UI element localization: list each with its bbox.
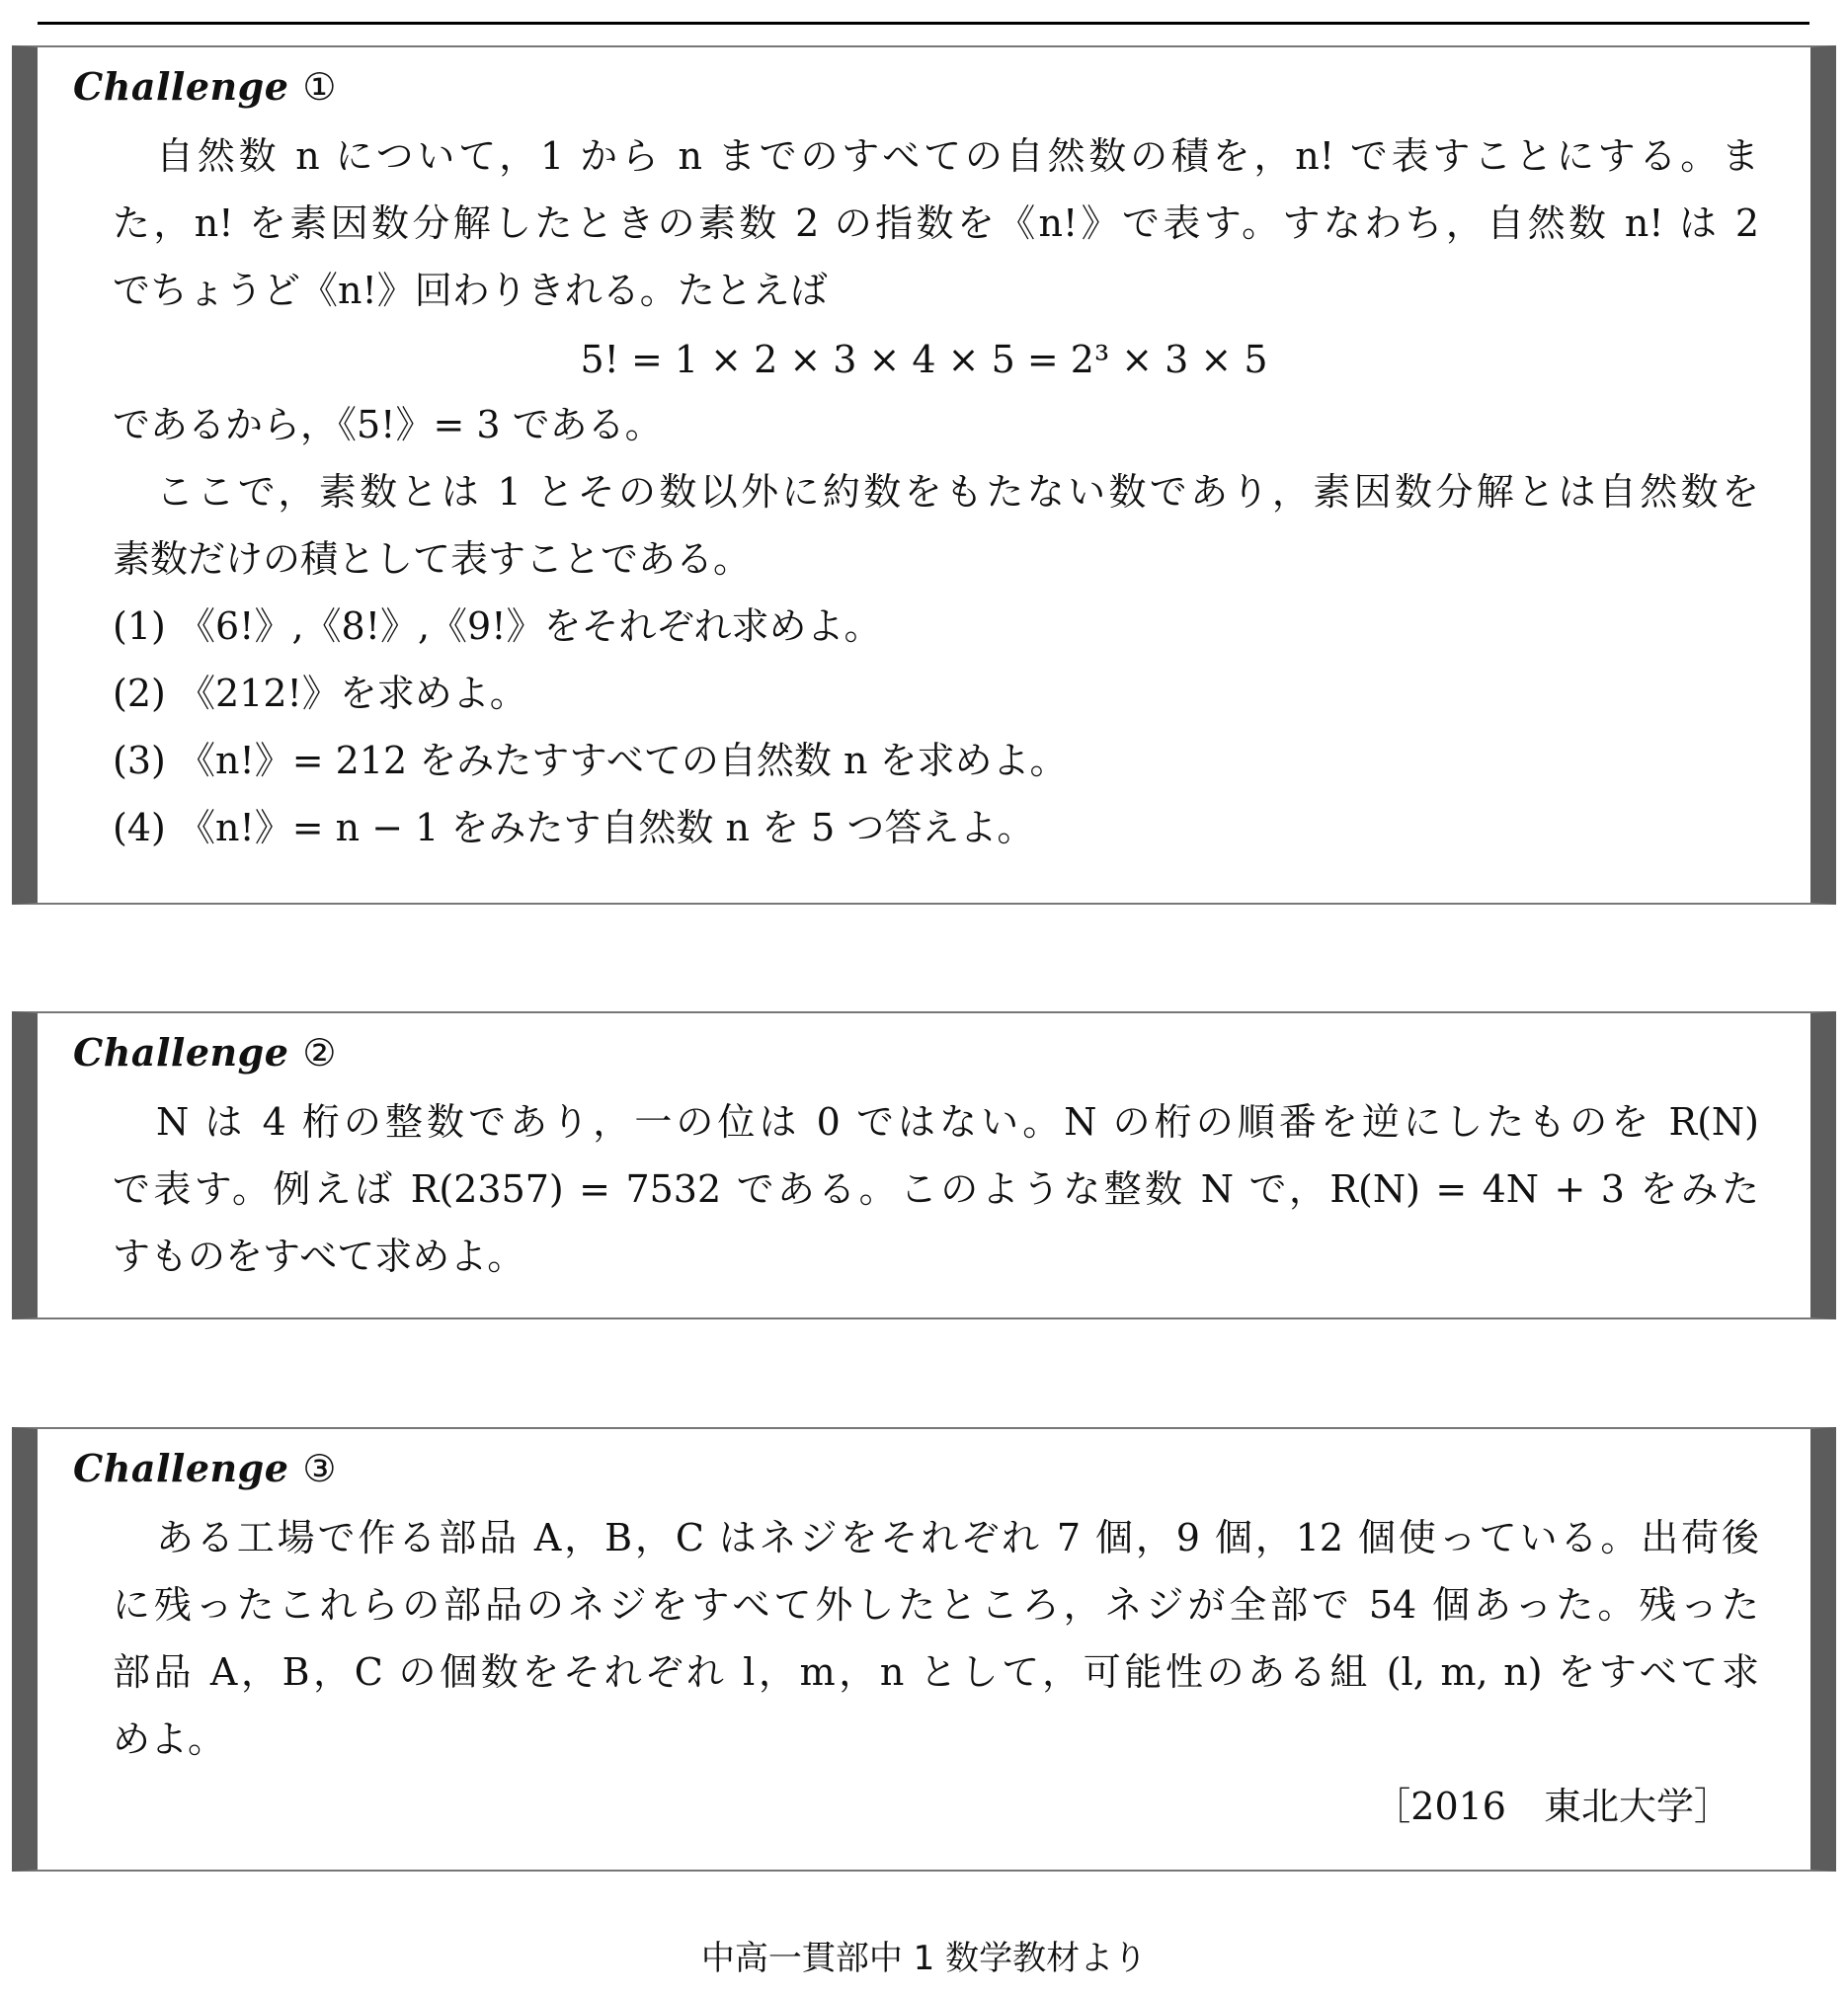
challenge-3-number: ③ [302, 1447, 337, 1490]
challenge-1-title [73, 61, 337, 113]
challenge-2-number: ② [302, 1031, 337, 1075]
challenge-1-number: ① [302, 65, 337, 109]
footer-caption: 中高一貫部中 1 数学教材より [700, 1939, 1148, 1978]
challenge-2-line-1: N は 4 桁の整数であり，一の位は 0 ではない。N の桁の順番を逆にしたものを R(N) [156, 1100, 1759, 1144]
question-4 [113, 802, 1759, 853]
challenge-3-line-3: 部品 A，B，C の個数をそれぞれ l，m，n として，可能性のある組 (l, m, n) をすべて求 [113, 1650, 1759, 1694]
challenge-3-label: Challenge [73, 1446, 289, 1490]
challenge-3-box [12, 1427, 1836, 1872]
question-number: (3) [113, 739, 166, 782]
question-number: (4) [113, 806, 166, 849]
challenge-1-line-6: ここで，素数とは 1 とその数以外に約数をもたない数であり，素因数分解とは自然数を [156, 470, 1759, 514]
question-1 [113, 600, 1759, 652]
challenge-1-line-2: た，n! を素因数分解したときの素数 2 の指数を《n!》で表す。すなわち，自然数 n! は 2 [113, 201, 1759, 245]
challenge-1-line-1: 自然数 n について，1 から n までのすべての自然数の積を，n! で表すことにする。ま [156, 134, 1759, 178]
challenge-2-line-2: で表す。例えば R(2357) = 7532 である。このような整数 N で，R(N) = 4N + 3 をみた [113, 1167, 1759, 1211]
source-citation: ［2016 東北大学］ [1373, 1785, 1731, 1828]
challenge-2-title [73, 1027, 337, 1078]
question-text: 《n!》= n − 1 をみたす自然数 n を 5 つ答えよ。 [178, 806, 1035, 849]
question-text: 《212!》を求めよ。 [178, 672, 527, 715]
challenge-2-line-3: すものをすべて求めよ。 [113, 1235, 525, 1278]
challenge-1-line-3: でちょうど《n!》回わりきれる。たとえば [113, 269, 828, 312]
question-text: 《n!》= 212 をみたすすべての自然数 n を求めよ。 [178, 739, 1068, 782]
challenge-2-box [12, 1011, 1836, 1319]
challenge-3-line-2: に残ったこれらの部品のネジをすべて外したところ，ネジが全部で 54 個あった。残った [113, 1583, 1759, 1627]
question-2 [113, 668, 1759, 719]
challenge-1-label: Challenge [73, 64, 289, 109]
question-number: (2) [113, 672, 166, 715]
challenge-3-title [73, 1443, 337, 1494]
challenge-1-line-7: 素数だけの積として表すことである。 [113, 537, 752, 581]
question-text: 《6!》,《8!》,《9!》をそれぞれ求めよ。 [178, 604, 882, 648]
challenge-2-label: Challenge [73, 1030, 289, 1075]
question-number: (1) [113, 604, 166, 648]
challenge-1-equation: 5! = 1 × 2 × 3 × 4 × 5 = 2³ × 3 × 5 [580, 338, 1268, 381]
question-3 [113, 735, 1759, 786]
challenge-1-box [12, 45, 1836, 905]
top-rule [38, 22, 1809, 25]
challenge-1-line-5: であるから，《5!》= 3 である。 [113, 403, 663, 446]
challenge-3-line-1: ある工場で作る部品 A，B，C はネジをそれぞれ 7 個，9 個，12 個使っている。出荷後 [156, 1516, 1759, 1559]
challenge-3-line-4: めよ。 [113, 1717, 226, 1761]
